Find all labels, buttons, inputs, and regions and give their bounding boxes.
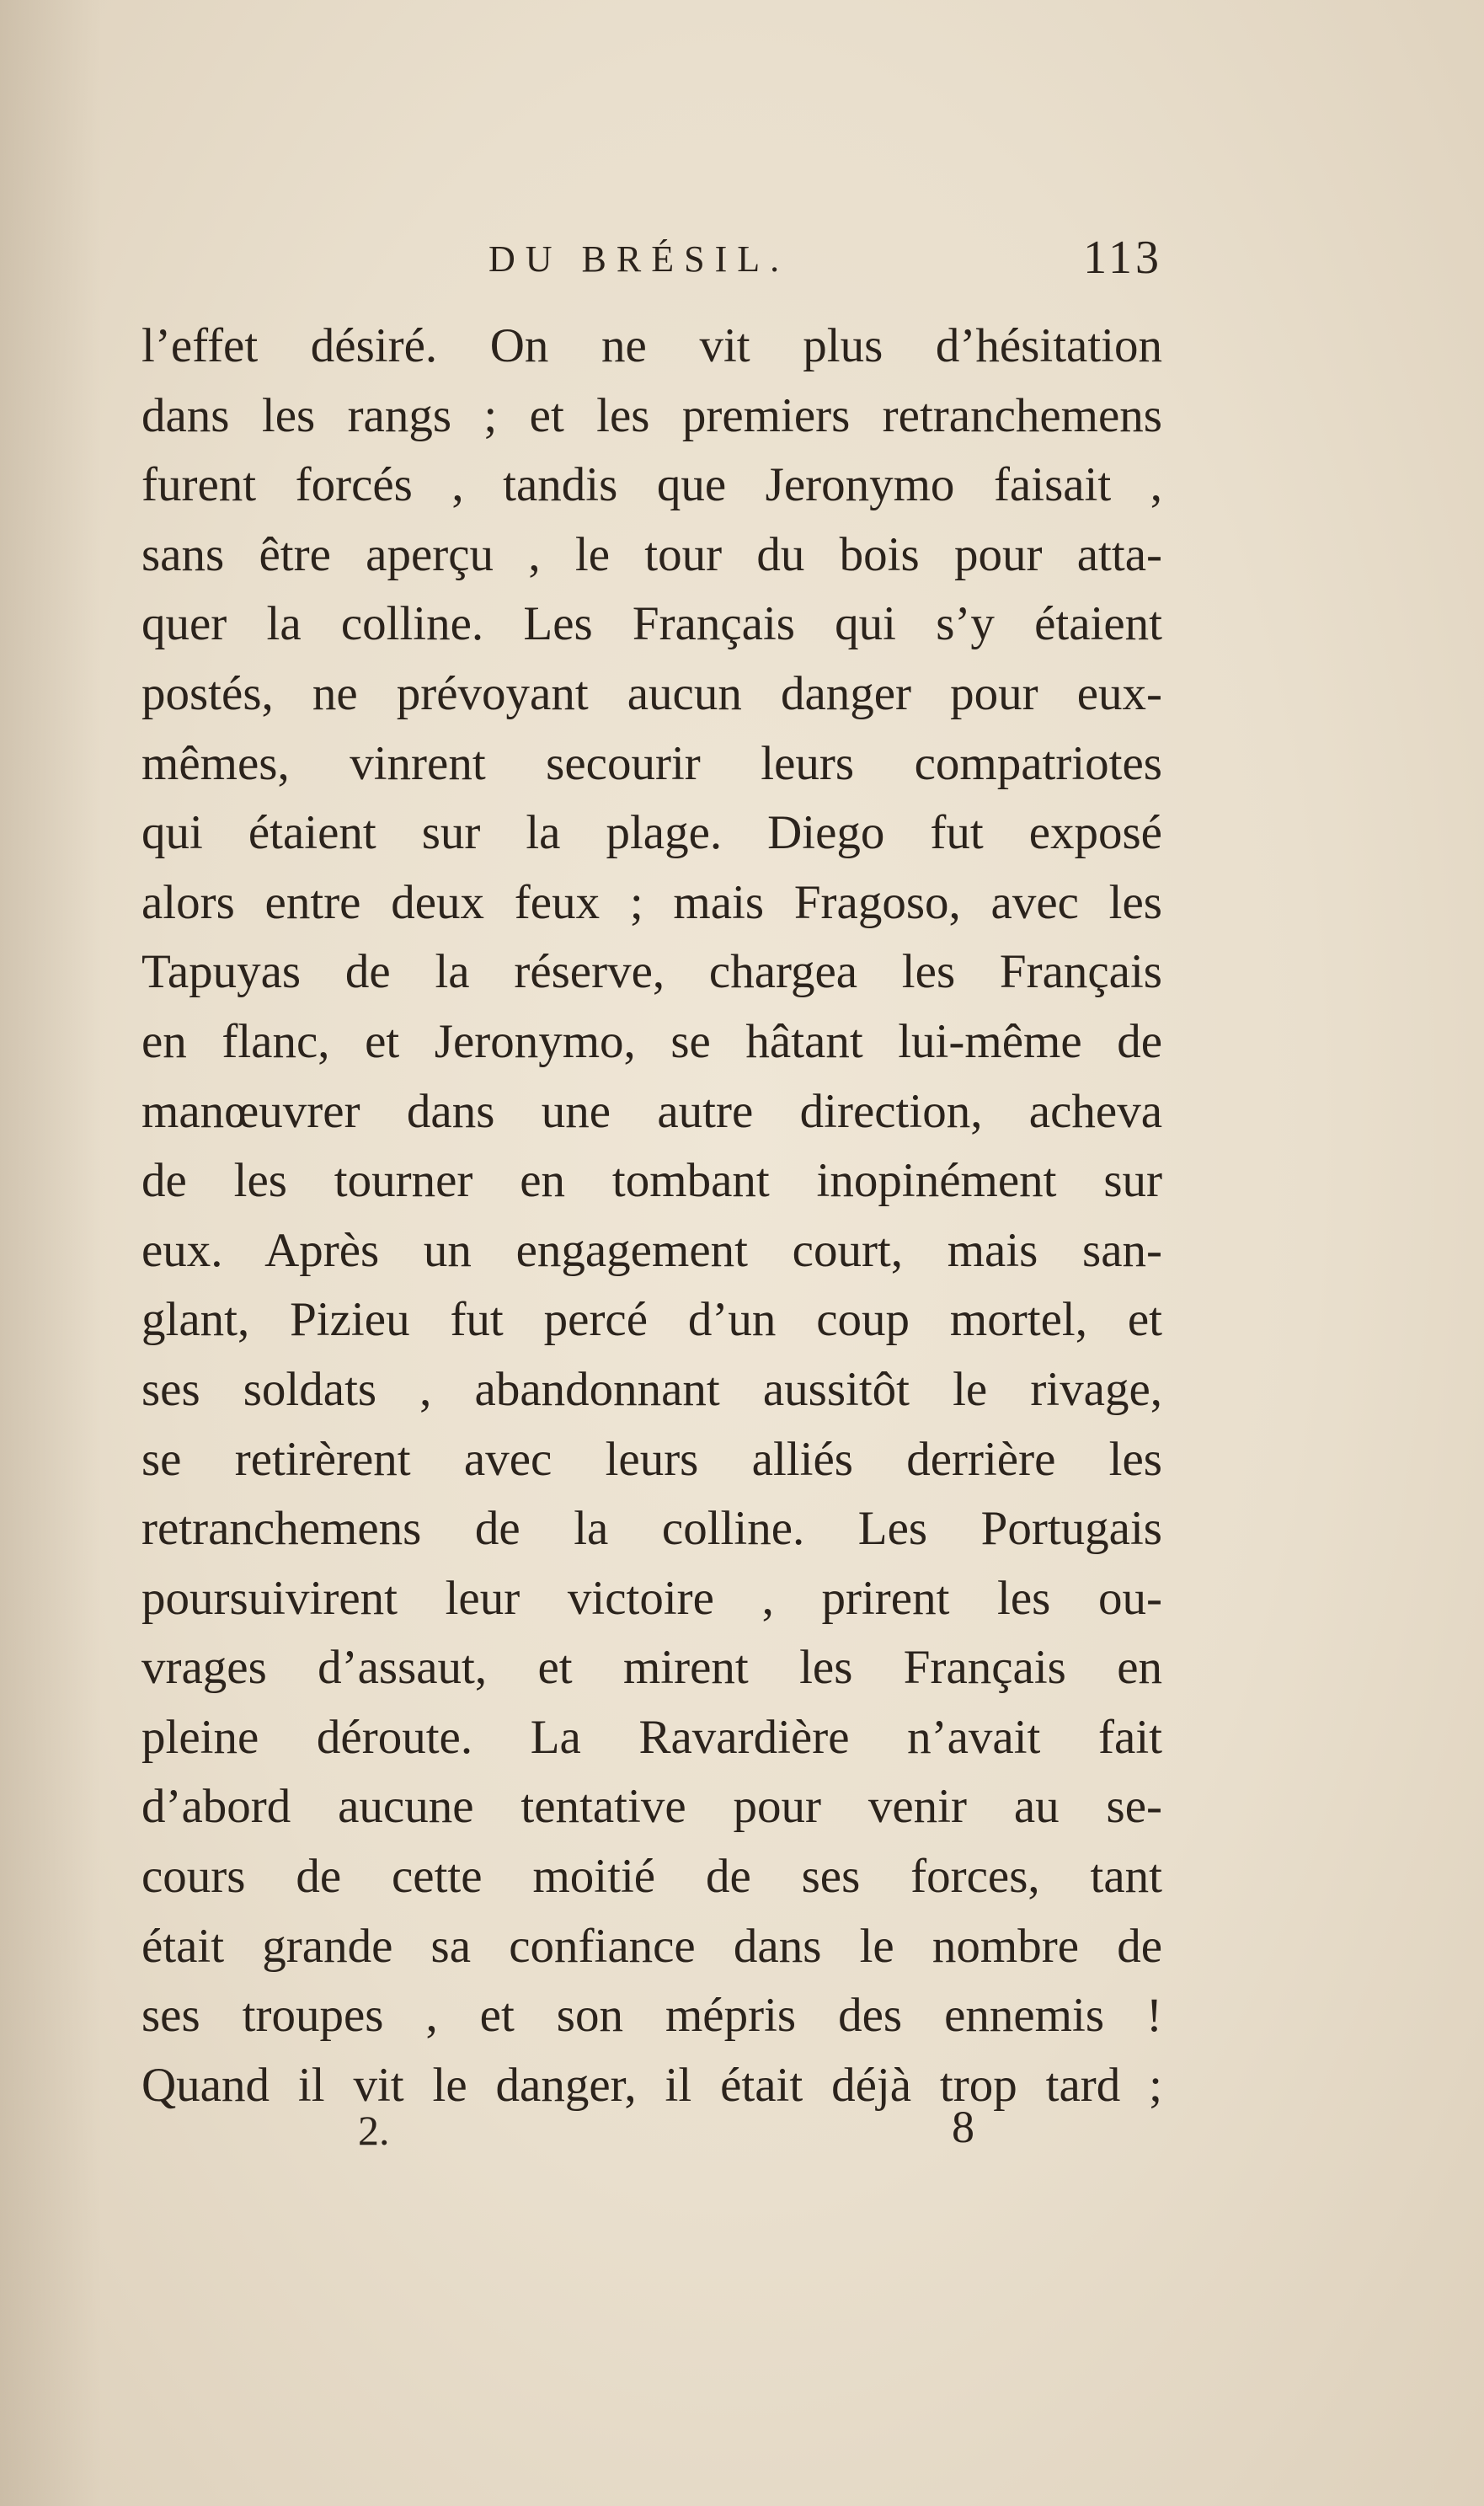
- text-line: en flanc, et Jeronymo, se hâtant lui-même de: [141, 1014, 1162, 1068]
- text-line: dans les rangs ; et les premiers retranchemens: [141, 388, 1162, 442]
- text-line: postés, ne prévoyant aucun danger pour eux-: [141, 666, 1162, 720]
- text-line: retranchemens de la colline. Les Portugais: [141, 1502, 1162, 1556]
- text-line: l’effet désiré. On ne vit plus d’hésitation: [141, 319, 1162, 372]
- signature-mark: 2.: [358, 2107, 390, 2154]
- text-line: manœuvrer dans une autre direction, acheva: [141, 1084, 1162, 1138]
- text-line: d’abord aucune tentative pour venir au se-: [141, 1780, 1162, 1834]
- sheet-number: 8: [952, 2102, 974, 2152]
- text-line: glant, Pizieu fut percé d’un coup mortel, et: [141, 1293, 1162, 1347]
- text-line: était grande sa confiance dans le nombre de: [141, 1919, 1162, 1973]
- text-line: cours de cette moitié de ses forces, tant: [141, 1850, 1162, 1904]
- text-line: se retirèrent avec leurs alliés derrière les: [141, 1432, 1162, 1486]
- body-text: [141, 312, 1162, 2120]
- text-line: Tapuyas de la réserve, chargea les Français: [141, 945, 1162, 999]
- text-line: vrages d’assaut, et mirent les Français en: [141, 1641, 1162, 1695]
- page-header: [143, 232, 1162, 305]
- text-line: Quand il vit le danger, il était déjà trop tard ;: [141, 2058, 1162, 2112]
- text-line: eux. Après un engagement court, mais san-: [141, 1223, 1162, 1277]
- running-head: DU BRÉSIL.: [488, 238, 790, 280]
- text-line: pleine déroute. La Ravardière n’avait fait: [141, 1710, 1162, 1764]
- text-line: mêmes, vinrent secourir leurs compatriotes: [141, 736, 1162, 790]
- page-footer: [0, 2102, 1484, 2173]
- text-line: qui étaient sur la plage. Diego fut exposé: [141, 806, 1162, 860]
- text-line: quer la colline. Les Français qui s’y étaient: [141, 597, 1162, 651]
- text-line: furent forcés , tandis que Jeronymo faisait ,: [141, 458, 1162, 512]
- text-line: de les tourner en tombant inopinément sur: [141, 1154, 1162, 1208]
- text-line: alors entre deux feux ; mais Fragoso, avec les: [141, 875, 1162, 929]
- text-line: ses troupes , et son mépris des ennemis !: [141, 1989, 1162, 2043]
- text-line: ses soldats , abandonnant aussitôt le rivage,: [141, 1362, 1162, 1416]
- page-number: 113: [1083, 232, 1162, 284]
- text-line: poursuivirent leur victoire , prirent les ou-: [141, 1571, 1162, 1625]
- text-line: sans être aperçu , le tour du bois pour atta-: [141, 527, 1162, 581]
